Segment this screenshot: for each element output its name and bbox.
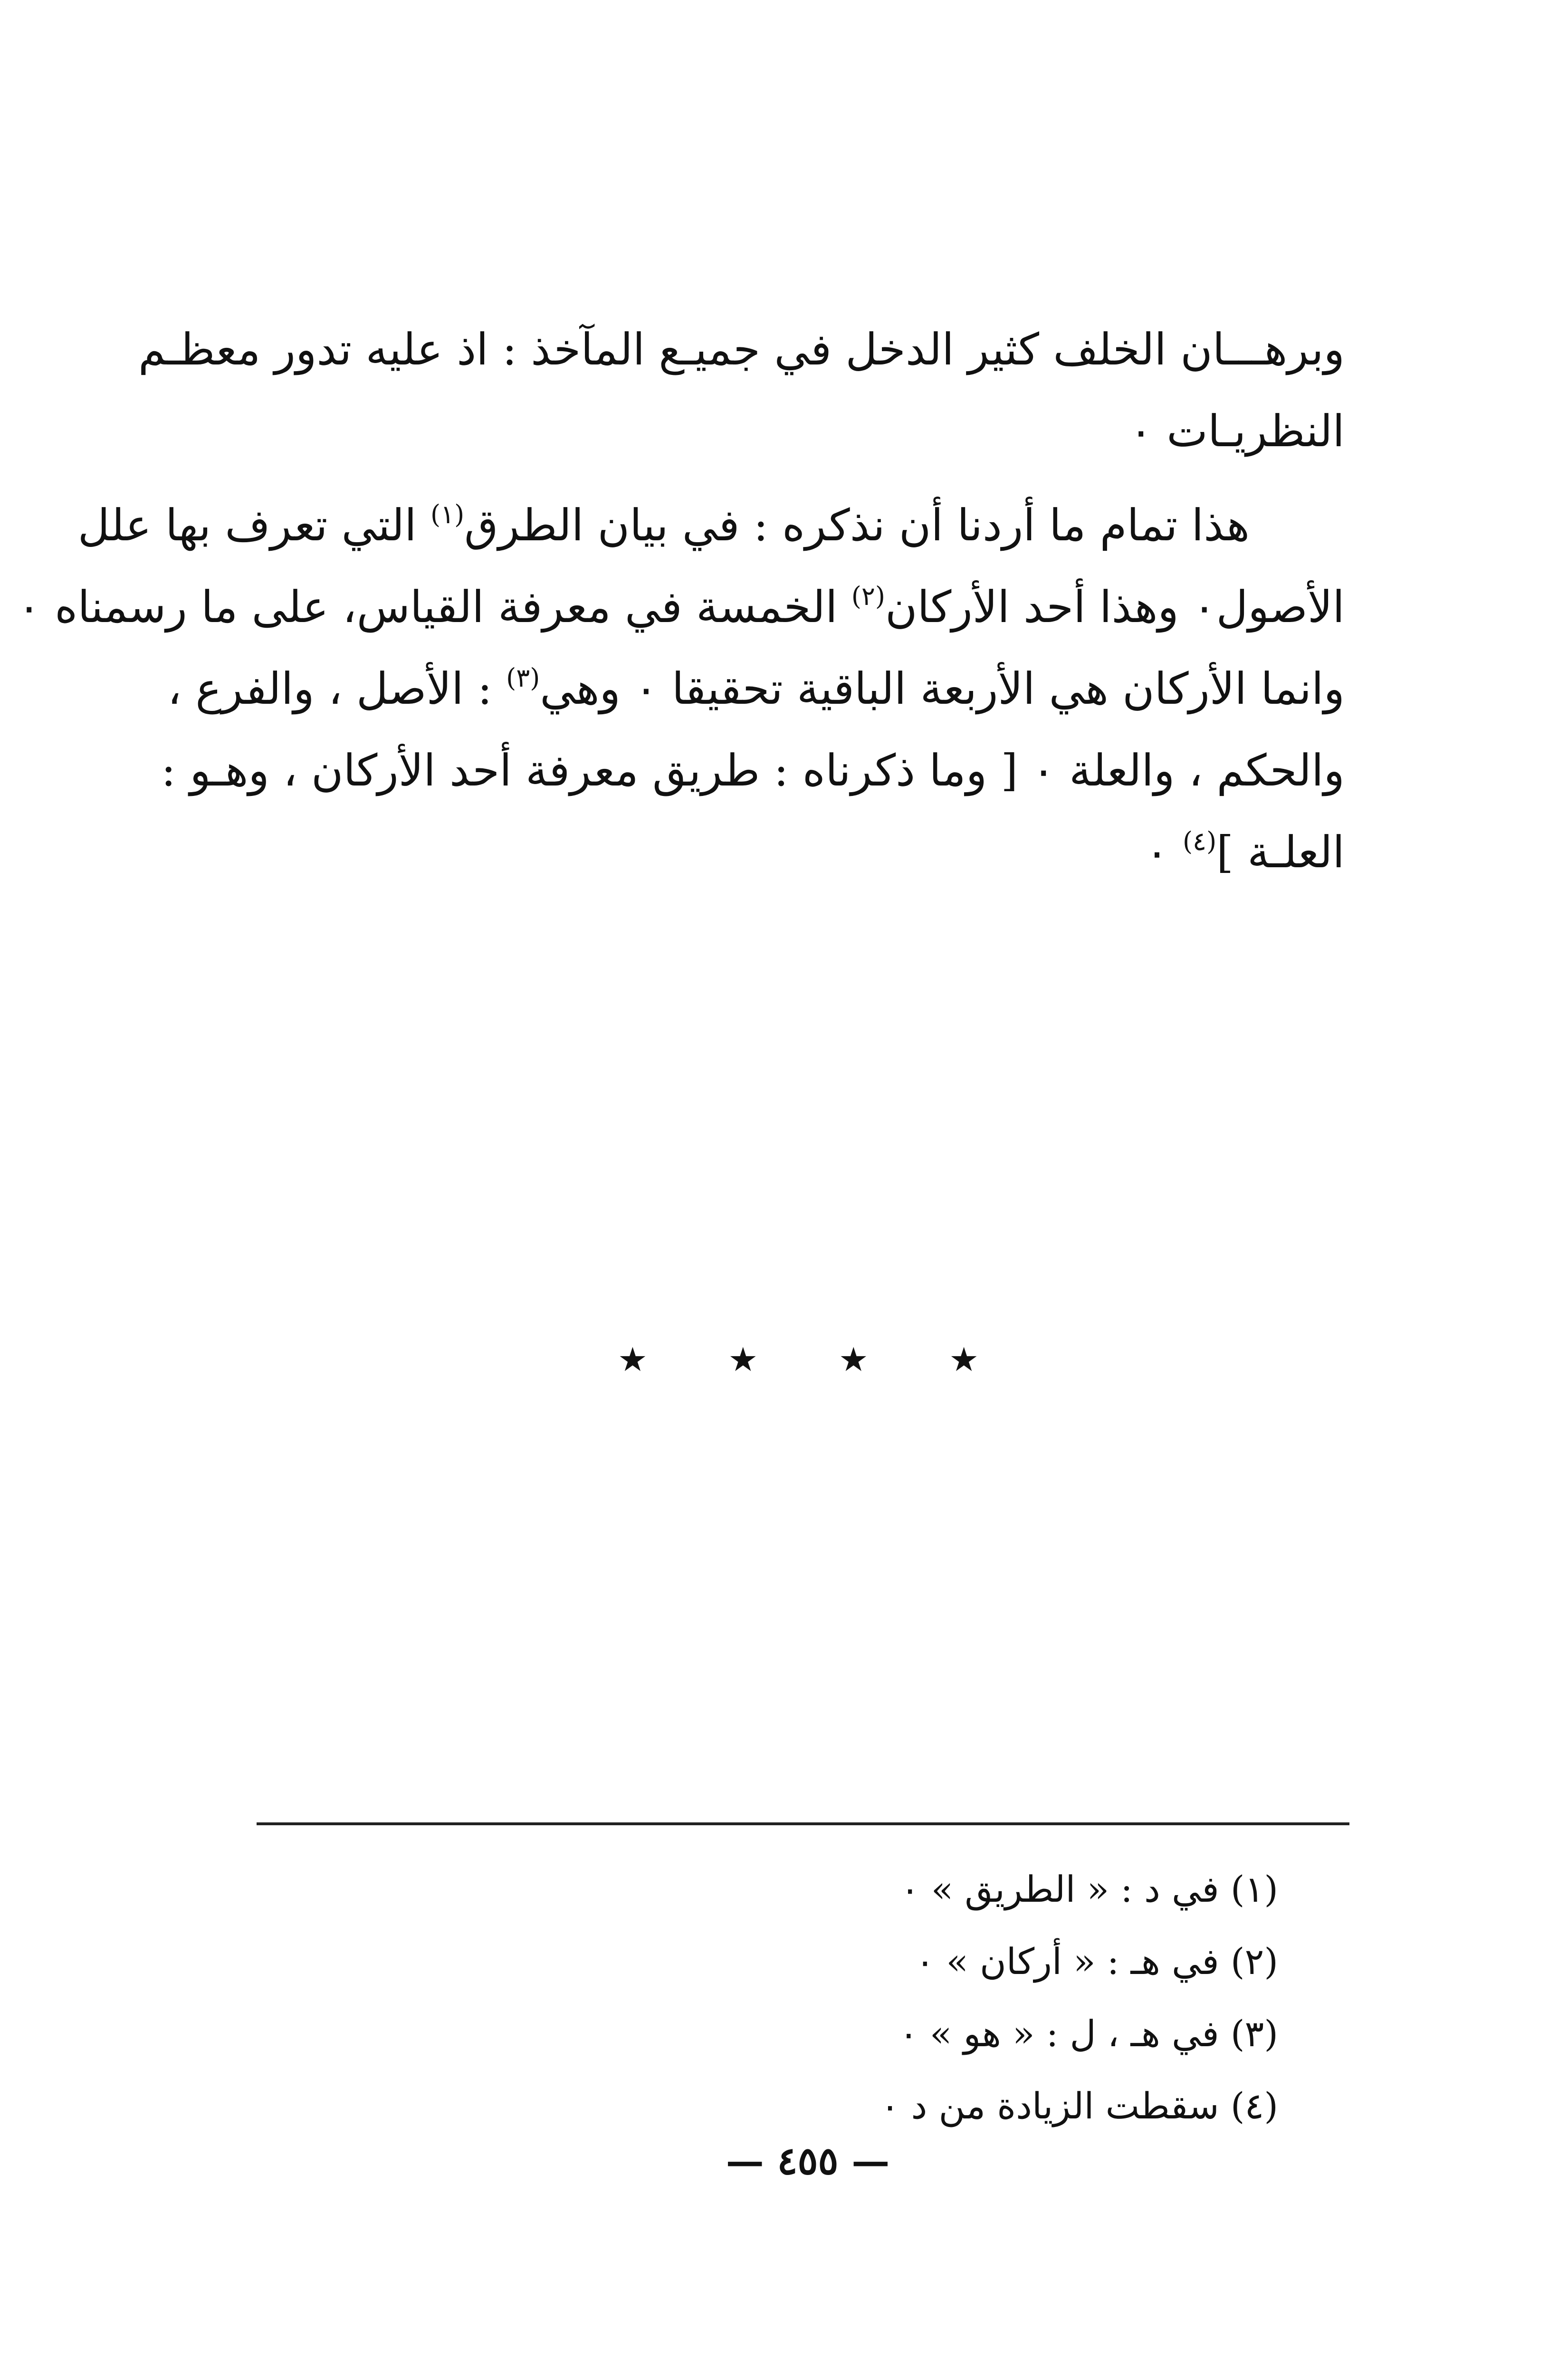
footnote-1: (١) في د : « الطريق » ٠ xyxy=(900,1868,1278,1910)
footnotes xyxy=(760,1853,1278,2142)
paragraph-1 xyxy=(138,309,1345,472)
paragraph-2 xyxy=(17,485,1345,893)
star-icon: ★ xyxy=(618,1340,648,1379)
paragraph-2-line-3 xyxy=(167,648,1345,730)
footnote-ref-4: (٤) xyxy=(1182,826,1217,856)
line-text: وانما الأركان هي الأربعة الباقية تحقيقا ٠ وهي xyxy=(540,663,1345,714)
paragraph-2-line-1 xyxy=(77,485,1345,566)
star-icon: ★ xyxy=(728,1340,758,1379)
line-text: : الأصل ، والفرع ، xyxy=(167,663,507,714)
footnote-ref-3: (٣) xyxy=(506,663,540,693)
line-text: الأصول٠ وهذا أحد الأركان xyxy=(885,582,1345,632)
footnote-2: (٢) في هـ : « أركان » ٠ xyxy=(915,1940,1278,1983)
line-text: العلـة ] xyxy=(1216,827,1345,878)
footnote-ref-1: (١) xyxy=(430,499,465,529)
footnote-divider xyxy=(257,1822,1349,1825)
line-text: الخمسة في معرفة القياس، على ما رسمناه ٠ xyxy=(17,582,851,632)
line-text: هذا تمام ما أردنا أن نذكره : في بيان الطرق xyxy=(464,500,1250,551)
section-separator xyxy=(618,1340,979,1379)
footnote-4: (٤) سقطت الزيادة من د ٠ xyxy=(880,2085,1278,2127)
footnote-ref-2: (٢) xyxy=(851,581,885,611)
line-text: التي تعرف بها علل xyxy=(77,500,430,551)
paragraph-2-line-2 xyxy=(17,566,1345,648)
footnote-3: (٣) في هـ ، ل : « هو » ٠ xyxy=(899,2012,1278,2055)
paragraph-2-line-4 xyxy=(161,730,1345,812)
page-number: — ٤٥٥ — xyxy=(726,2138,890,2183)
line-text: والحكم ، والعلة ٠ [ وما ذكرناه : طريق معرفة أحد الأركان ، وهـو : xyxy=(161,745,1345,796)
paragraph-1-line-2: النظريـات ٠ xyxy=(1129,406,1345,457)
star-icon: ★ xyxy=(949,1340,979,1379)
star-icon: ★ xyxy=(838,1340,869,1379)
line-text: ٠ xyxy=(1145,827,1183,878)
paragraph-2-line-5 xyxy=(238,812,1345,893)
paragraph-1-line-1: وبرهـــان الخلف كثير الدخل في جميـع المآخذ : اذ عليه تدور معظـم xyxy=(138,324,1345,375)
